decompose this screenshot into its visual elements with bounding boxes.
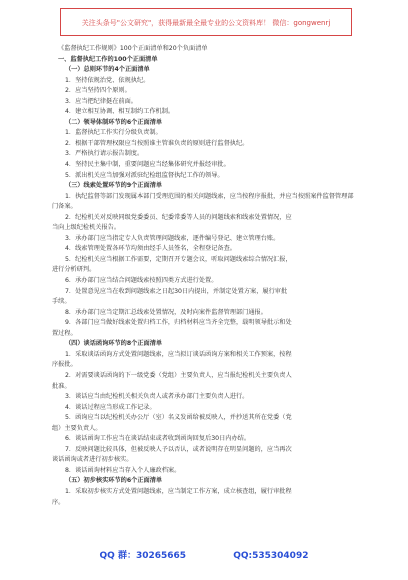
text-line: 序报批。 [52,361,77,369]
text-line: 进行分析研判。 [52,266,96,274]
text-line: 3．应当把纪律挺在前面。 [65,97,137,105]
text-line: 1．坚持依规治党、依规执纪。 [65,76,150,84]
text-line: 批准。 [52,382,71,390]
text-line: 3．谈话应当由纪检机关相关负责人或者承办部门主要负责人进行。 [65,393,249,401]
text-line: 当向上级纪检机关报告。 [52,224,121,232]
subsection-heading: （五）初步核实环节的6个正面清单 [65,477,163,485]
text-line: 4．坚持民主集中制，重要问题应当经集体研究并报经审批。 [65,161,230,169]
text-line: 2．对需要谈话函询的下一级党委（党组）主要负责人，应当报纪检机关主要负责人 [65,371,292,379]
text-line: 序。 [52,498,65,506]
text-line: 6．谈话函询工作应当在谈话结束或者收到函询回复后30日内办结。 [65,435,251,443]
text-line: 谈话函询或者进行初步核实。 [52,456,133,464]
footer [0,548,408,561]
text-line: 2．纪检机关对反映同级党委委员、纪委常委等人员的问题线索和线索处置情况，应 [65,213,292,221]
text-line: 1．执纪监督等部门发现属本部门受理范围的相关问题线索，应当按程序报批，并应当按照案件监督管理部 [65,192,354,200]
text-line: 4．建立相互协调、相互制约工作机制。 [65,108,175,116]
text-line: 8．谈话函询材料应当存入个人廉政档案。 [65,466,181,474]
document-title: 《监督执纪工作规则》100个正面清单和20个负面清单 [58,45,208,52]
text-line: 7．处置意见应当在收到问题线索之日起30日内提出，并制定处置方案，履行审批 [65,287,288,295]
text-line: 4．谈话过程应当形成工作记录。 [65,403,156,411]
text-line: 6．承办部门应当结合问题线索按照四类方式进行处置。 [65,277,218,285]
footer-qq: QQ:535304092 [233,551,309,561]
text-line: 1．采取初步核实方式处置问题线索，应当制定工作方案，成立核查组，履行审批程 [65,487,292,495]
text-line: 组）主要负责人。 [52,424,102,432]
text-line: 4．线索管理处置各环节均须由经手人员签名，全程登记备查。 [65,245,236,253]
text-line: 3．严格执行请示报告制度。 [65,150,144,158]
document-body [52,44,364,508]
text-line: 1．监督执纪工作实行分级负责制。 [65,129,162,137]
text-line: 门备案。 [52,203,77,211]
text-line: 9．各部门应当做好线索处置归档工作，归档材料应当齐全完整，载明领导批示和处 [65,319,292,327]
text-line: 5．派出机关应当加强对派驻纪检组监督执纪工作的领导。 [65,171,224,179]
subsection-heading: （三）线索处置环节的9个正面清单 [65,182,163,190]
promo-banner: 关注头条号"公文研究"，获得最新最全最专业的公文资料库！ 微信：gongwenrj [60,8,352,36]
text-line: 置过程。 [52,329,77,337]
text-line: 5．纪检机关应当根据工作需要，定期召开专题会议，听取问题线索综合情况汇报， [65,255,292,263]
footer-qq-group: QQ 群：30265665 [99,551,187,561]
subsection-heading: （四）谈话函询环节的8个正面清单 [65,340,163,348]
text-line: 1．采取谈话函询方式处置问题线索，应当拟订谈话函询方案和相关工作预案，按程 [65,350,292,358]
subsection-heading: （一）总则环节的4个正面清单 [65,66,150,74]
text-line: 2．根据干部管理权限应当按照谁主管谁负责的原则进行监督执纪。 [65,139,249,147]
text-line: 7．反映问题比较具体，但被反映人予以否认，或者说明存在明显问题的，应当再次 [65,445,292,453]
text-line: 2．应当坚持四个原则。 [65,87,131,95]
text-line: 3．承办部门应当指定专人负责管理问题线索，逐件编号登记、建立管理台账。 [65,234,280,242]
text-line: 8．承办部门应当定期汇总线索处置情况，及时向案件监督管理部门通报。 [65,308,267,316]
text-line: 手续。 [52,298,71,306]
subsection-heading: （二）领导体制环节的6个正面清单 [65,118,163,126]
section-heading: 一、监督执纪工作的100个正面清单 [58,55,158,63]
text-line: 5．函询应当以纪检机关办公厅（室）名义发函给被反映人，并抄送其所在党委（党 [65,414,292,422]
